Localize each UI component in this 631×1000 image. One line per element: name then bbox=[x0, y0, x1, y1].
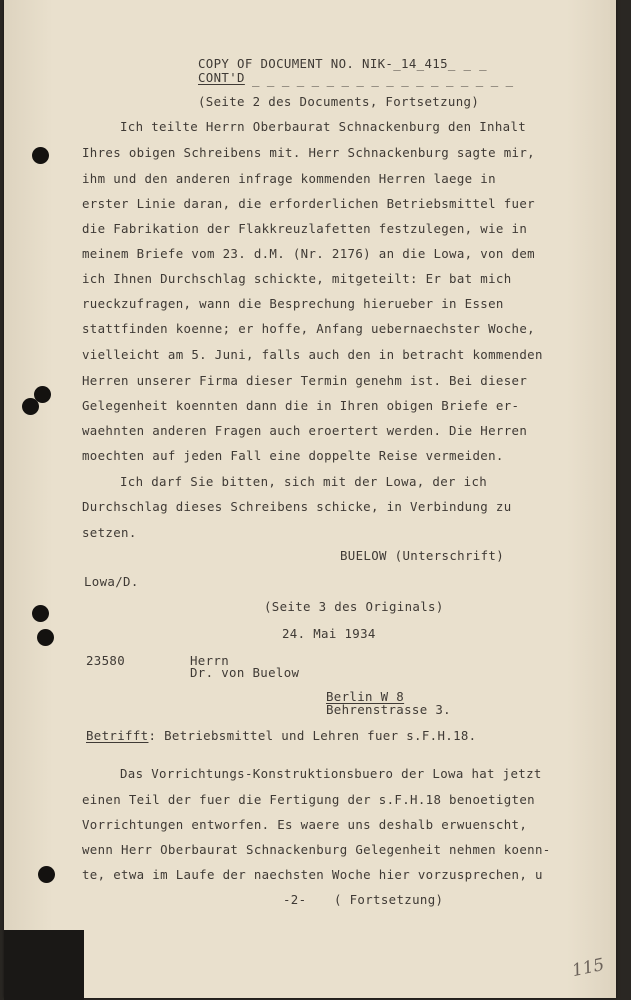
punch-hole bbox=[37, 629, 54, 646]
signature: BUELOW (Unterschrift) bbox=[340, 548, 505, 563]
body-line: moechten auf jeden Fall eine doppelte Reise vermeiden. bbox=[82, 448, 504, 463]
dash-rule: _ _ _ _ _ _ _ _ _ _ _ _ _ _ _ _ _ _ bbox=[252, 72, 514, 87]
letter-line: einen Teil der fuer die Fertigung der s.F.H.18 benoetigten bbox=[82, 792, 535, 807]
body-line: setzen. bbox=[82, 525, 137, 540]
continued-note: ( Fortsetzung) bbox=[334, 892, 444, 907]
body-line: waehnten anderen Fragen auch eroertert werden. Die Herren bbox=[82, 423, 528, 438]
letter-line: Vorrichtungen entworfen. Es waere uns deshalb erwuenscht, bbox=[82, 817, 528, 832]
recipient-salutation: Herrn bbox=[190, 653, 230, 668]
punch-hole bbox=[38, 866, 55, 883]
reference-number: 23580 bbox=[86, 653, 126, 668]
body-line: Ich darf Sie bitten, sich mit der Lowa, der ich bbox=[120, 474, 488, 489]
punch-hole bbox=[32, 605, 49, 622]
body-line: stattfinden koenne; er hoffe, Anfang uebernaechster Woche, bbox=[82, 321, 535, 336]
letter-date: 24. Mai 1934 bbox=[282, 626, 376, 641]
body-line: vielleicht am 5. Juni, falls auch den in betracht kommenden bbox=[82, 347, 543, 362]
subject-line bbox=[86, 730, 477, 742]
binding-tape bbox=[4, 930, 84, 1000]
body-line: meinem Briefe vom 23. d.M. (Nr. 2176) an die Lowa, von dem bbox=[82, 246, 535, 261]
subject-text: : Betriebsmittel und Lehren fuer s.F.H.18. bbox=[148, 728, 477, 743]
recipient-street: Behrenstrasse 3. bbox=[326, 702, 451, 717]
page-note: (Seite 2 des Documents, Fortsetzung) bbox=[198, 94, 480, 109]
body-line: Durchschlag dieses Schreibens schicke, in Verbindung zu bbox=[82, 499, 512, 514]
pencil-page-mark: 115 bbox=[570, 954, 607, 982]
contd-label: CONT'D bbox=[198, 70, 245, 85]
body-line: rueckzufragen, wann die Besprechung hierueber in Essen bbox=[82, 296, 504, 311]
letter-line: wenn Herr Oberbaurat Schnackenburg Gelegenheit nehmen koenn- bbox=[82, 842, 551, 857]
letter-line: te, etwa im Laufe der naechsten Woche hier vorzusprechen, u bbox=[82, 867, 543, 882]
body-line: Ich teilte Herrn Oberbaurat Schnackenburg den Inhalt bbox=[120, 119, 527, 134]
page-number: -2- bbox=[283, 892, 307, 907]
punch-hole bbox=[22, 398, 39, 415]
body-line: Ihres obigen Schreibens mit. Herr Schnackenburg sagte mir, bbox=[82, 145, 535, 160]
body-line: ihm und den anderen infrage kommenden Herren laege in bbox=[82, 171, 496, 186]
original-page-note: (Seite 3 des Originals) bbox=[264, 599, 444, 614]
subject-label: Betrifft bbox=[86, 728, 149, 743]
body-line: Gelegenheit koennten dann die in Ihren obigen Briefe er- bbox=[82, 398, 520, 413]
body-line: Herren unserer Firma dieser Termin genehm ist. Bei dieser bbox=[82, 373, 528, 388]
recipient-city: Berlin W 8 bbox=[326, 689, 405, 704]
body-line: erster Linie daran, die erforderlichen Betriebsmittel fuer bbox=[82, 196, 535, 211]
punch-hole bbox=[32, 147, 49, 164]
body-line: die Fabrikation der Flakkreuzlafetten festzulegen, wie in bbox=[82, 221, 528, 236]
body-line: ich Ihnen Durchschlag schickte, mitgeteilt: Er bat mich bbox=[82, 271, 512, 286]
recipient-name: Dr. von Buelow bbox=[190, 665, 300, 680]
copy-document-line: COPY OF DOCUMENT NO. NIK-_14_415_ _ _ bbox=[198, 56, 487, 71]
initials: Lowa/D. bbox=[84, 574, 139, 589]
letter-line: Das Vorrichtungs-Konstruktionsbuero der Lowa hat jetzt bbox=[120, 766, 542, 781]
